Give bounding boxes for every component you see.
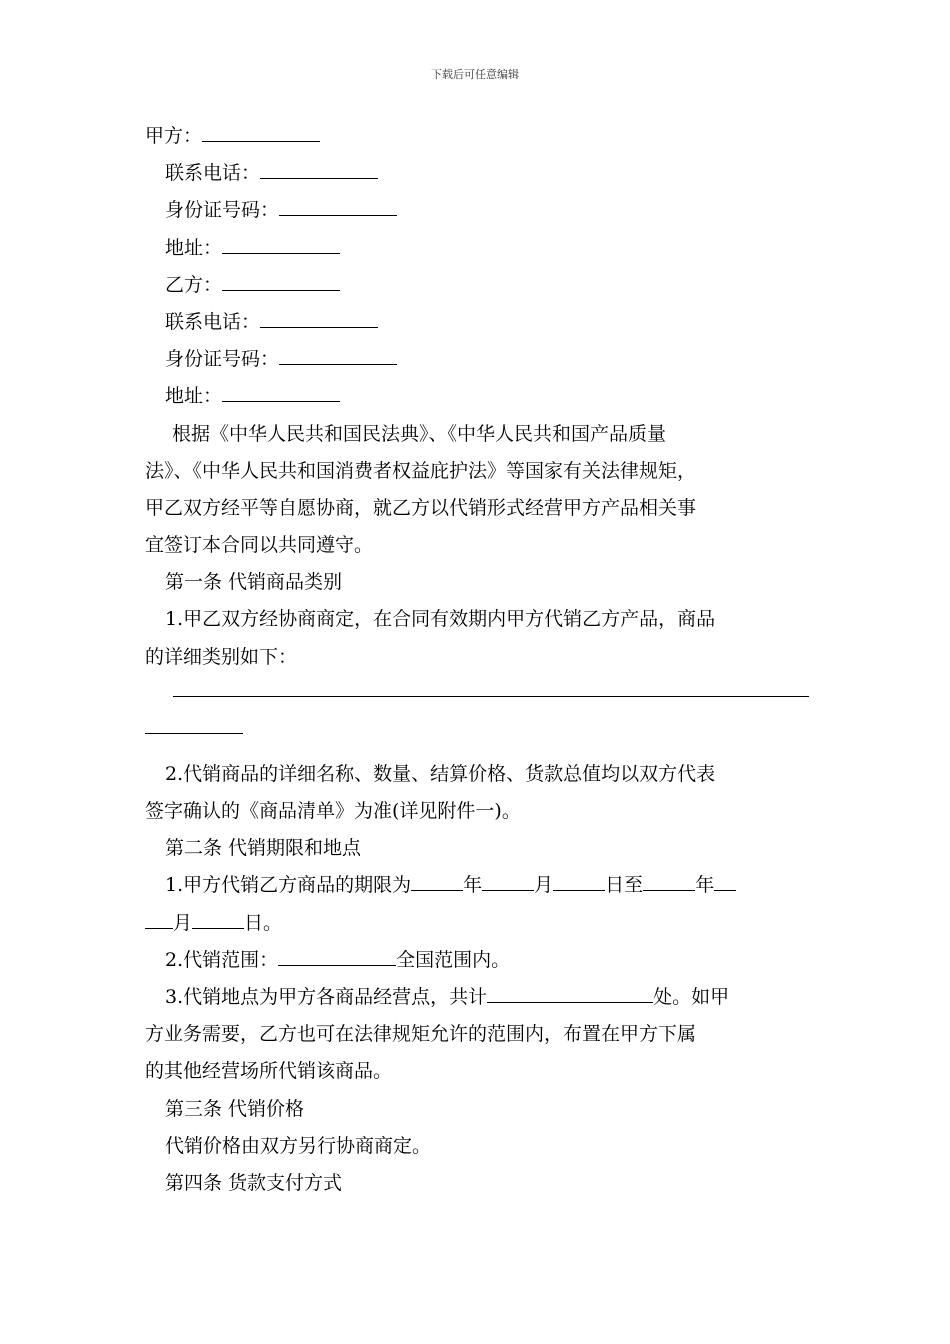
party-b-phone-line <box>145 304 810 341</box>
day-end-label: 日。 <box>244 911 283 934</box>
party-b-id-label: 身份证号码： <box>165 348 280 371</box>
end-month-blank-end <box>145 927 173 929</box>
party-a-id-label: 身份证号码： <box>165 199 280 222</box>
article-1-item-1-line-1: 1.甲乙双方经协商商定，在合同有效期内甲方代销乙方产品，商品 <box>165 608 716 631</box>
article-2-item-3-line-1 <box>145 979 810 1016</box>
party-a-phone-blank <box>260 177 378 179</box>
end-year-blank <box>643 889 695 891</box>
year-label: 年 <box>463 874 483 897</box>
scope-blank <box>278 964 396 966</box>
article-2-item-1-line-2 <box>145 905 810 942</box>
article-1-title: 第一条 代销商品类别 <box>165 571 343 594</box>
party-b-address-line <box>145 378 810 415</box>
preamble-line-1: 根据《中华人民共和国民法典》、《中华人民共和国产品质量 <box>172 422 667 445</box>
category-fill-line <box>173 696 809 697</box>
party-b-line <box>145 267 810 304</box>
article-3-body: 代销价格由双方另行协商商定。 <box>165 1134 432 1157</box>
preamble-line-4: 宜签订本合同以共同遵守。 <box>145 534 374 557</box>
party-b-address-label: 地址： <box>165 385 223 408</box>
document-body <box>145 118 810 1202</box>
scope-prefix: 2.代销范围： <box>165 948 279 971</box>
start-year-blank <box>411 889 463 891</box>
year-label-2: 年 <box>695 874 715 897</box>
article-1-item-2-line-2: 签字确认的《商品清单》为准(详见附件一)。 <box>145 800 521 822</box>
end-day-blank <box>192 927 244 929</box>
start-day-blank <box>553 889 605 891</box>
article-2-item-3-line-3: 的其他经营场所代销该商品。 <box>145 1060 393 1083</box>
party-b-phone-label: 联系电话： <box>165 310 261 333</box>
article-3-title: 第三条 代销价格 <box>165 1097 305 1120</box>
page-header: 下载后可任意编辑 <box>431 68 519 81</box>
article-4-title: 第四条 货款支付方式 <box>165 1171 343 1194</box>
party-a-id-line <box>145 192 810 229</box>
scope-suffix: 全国范围内。 <box>396 948 511 971</box>
party-a-address-blank <box>222 252 340 254</box>
location-suffix: 处。如甲 <box>653 985 730 1008</box>
start-month-blank <box>482 889 534 891</box>
article-2-item-2 <box>145 942 810 979</box>
day-to-label: 日至 <box>605 874 644 897</box>
article-1-item-1-line-2: 的详细类别如下： <box>145 645 298 668</box>
month-label-2: 月 <box>173 911 193 934</box>
location-count-blank <box>487 1001 653 1003</box>
party-a-address-line <box>145 230 810 267</box>
party-b-phone-blank <box>260 326 378 328</box>
article-2-item-3-line-2: 方业务需要，乙方也可在法律规矩允许的范围内，布置在甲方下属 <box>145 1023 697 1046</box>
article-2-title: 第二条 代销期限和地点 <box>165 837 362 860</box>
party-a-blank <box>202 140 320 142</box>
preamble-line-3: 甲乙双方经平等自愿协商，就乙方以代销形式经营甲方产品相关事 <box>145 496 697 519</box>
location-prefix: 3.代销地点为甲方各商品经营点，共计 <box>165 985 488 1008</box>
end-month-blank-start <box>714 889 736 891</box>
party-a-id-blank <box>279 214 397 216</box>
article-1-item-2-line-1: 2.代销商品的详细名称、数量、结算价格、货款总值均以双方代表 <box>165 762 716 785</box>
party-b-id-blank <box>279 363 397 365</box>
party-b-blank <box>222 289 340 291</box>
party-a-phone-label: 联系电话： <box>165 162 261 185</box>
article-2-item-1-line-1 <box>145 867 810 904</box>
party-b-address-blank <box>222 400 340 402</box>
term-prefix: 1.甲方代销乙方商品的期限为 <box>165 874 412 897</box>
party-b-id-line <box>145 341 810 378</box>
party-a-line <box>145 118 810 155</box>
preamble-line-2: 法》、《中华人民共和国消费者权益庇护法》等国家有关法律规矩， <box>145 459 697 482</box>
party-a-phone-line <box>145 155 810 192</box>
party-b-label: 乙方： <box>165 273 223 296</box>
party-a-address-label: 地址： <box>165 236 223 259</box>
party-a-label: 甲方： <box>145 125 203 147</box>
month-label: 月 <box>534 874 554 897</box>
